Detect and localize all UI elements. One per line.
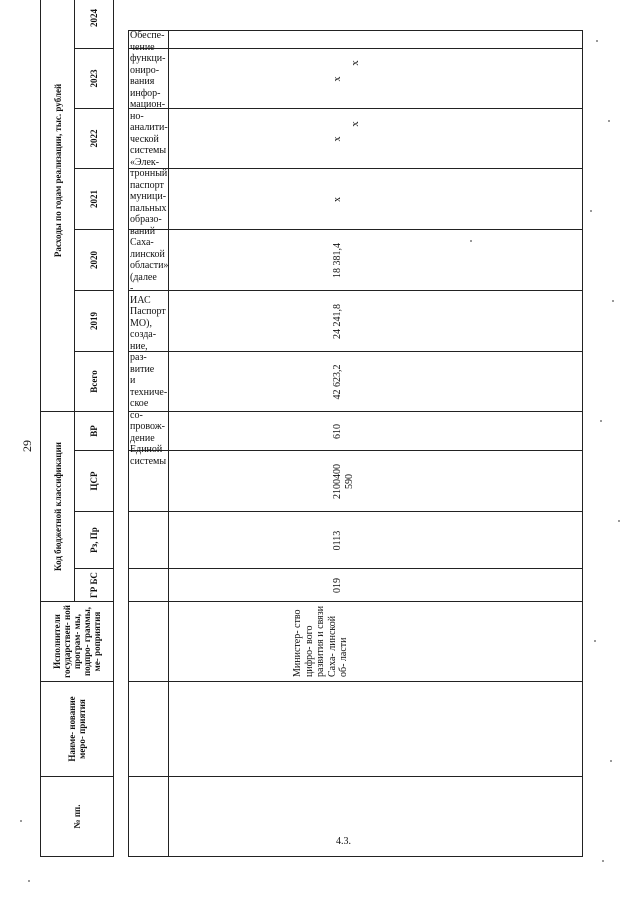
header-year: 2020	[75, 229, 114, 290]
row-rzpr: 0113	[332, 530, 343, 551]
header-year: 2019	[75, 290, 114, 351]
header-year: 2021	[75, 168, 114, 229]
row-number: 4.3.	[336, 836, 351, 847]
row-2022: х	[332, 136, 343, 142]
row-executor: Министер- ство цифро- вого развития и связи Саха- линской об- ласти	[292, 605, 349, 677]
page-number: 29	[20, 440, 34, 452]
header-year: 2024	[75, 0, 114, 48]
row-total: 42 623,2	[332, 364, 343, 400]
row-2020: 18 381,4	[332, 243, 343, 278]
row-2023: х	[332, 76, 343, 82]
header-expenses: Расходы по годам реализации, тыс. рублей	[41, 0, 75, 411]
header-executor: Исполнители государствен- ной програм- мы, подпро- граммы, ме- роприятия	[41, 602, 114, 682]
header-total: Всего	[75, 351, 114, 411]
header-csr: ЦСР	[75, 451, 114, 512]
row-grbs: 019	[332, 578, 343, 593]
header-grbs: ГР БС	[75, 569, 114, 602]
header-rzpr: Рз, Пр	[75, 512, 114, 569]
row-2025-mark: х	[348, 60, 361, 66]
row-vr: 610	[332, 424, 343, 439]
row-2024-mark: х	[348, 121, 361, 127]
header-budget-code: Код бюджетной классификации	[41, 411, 75, 601]
header-year: 2022	[75, 108, 114, 168]
header-name: Наиме- нование меро- приятия	[41, 682, 114, 777]
row-name-block	[131, 769, 169, 855]
row-2021: х	[332, 197, 343, 202]
row-2019: 24 241,8	[332, 304, 343, 339]
table-header	[40, 8, 113, 857]
row-csr: 2100400 590	[332, 464, 355, 499]
header-vr: ВР	[75, 411, 114, 450]
header-year: 2023	[75, 48, 114, 108]
header-no: № пп.	[41, 777, 114, 857]
